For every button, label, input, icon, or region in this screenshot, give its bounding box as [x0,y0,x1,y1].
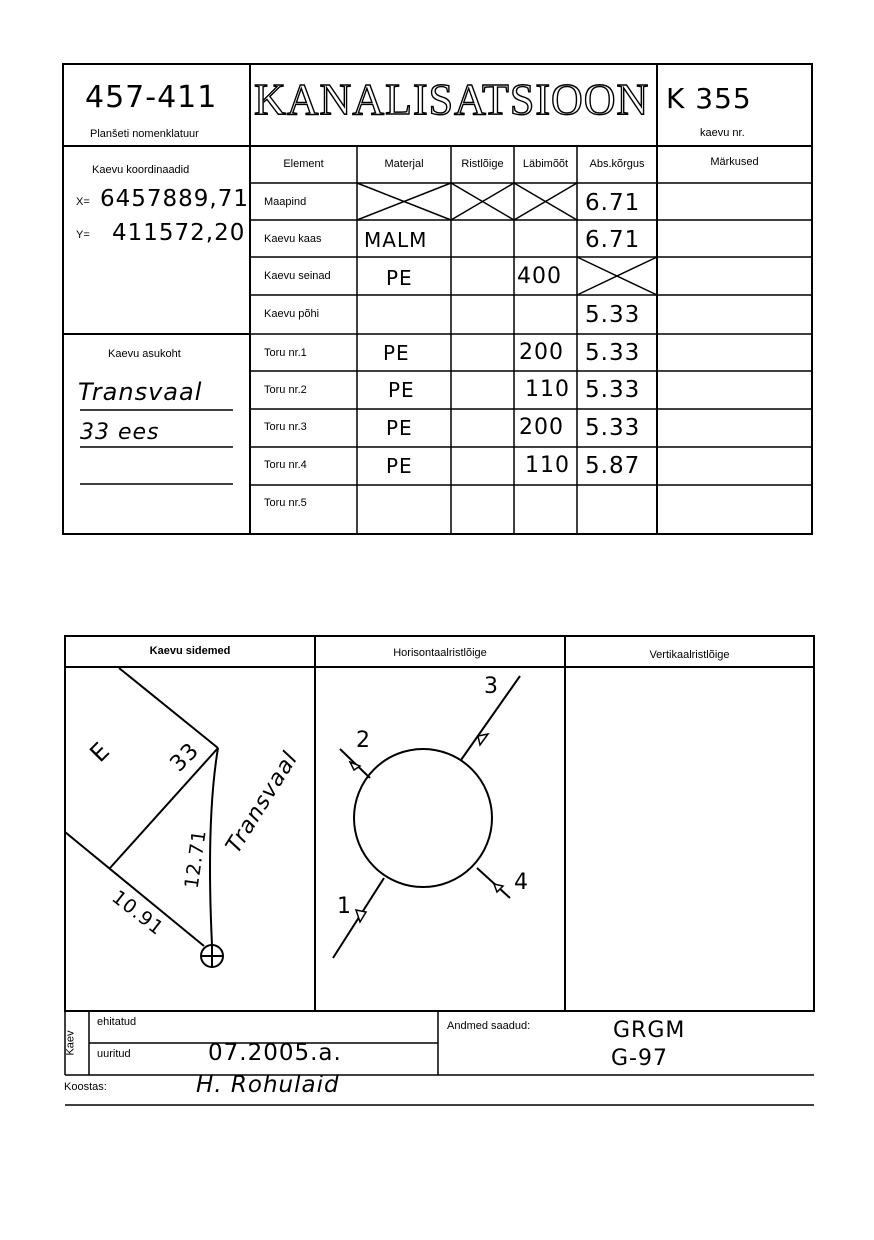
row-element: Maapind [264,196,307,208]
page-title: KANALISATSIOON [254,75,650,124]
cell-material: PE [386,454,413,478]
surveyed-label: uuritud [97,1048,131,1060]
row-element: Kaevu seinad [264,270,331,282]
header-notes: Märkused [710,156,759,168]
row-element: Toru nr.4 [264,459,307,471]
cell-diameter: 110 [525,453,570,478]
cell-diameter: 200 [519,340,564,365]
well-number-label: kaevu nr. [700,127,745,139]
header-cross-section: Ristlõige [461,158,504,170]
coordinates-label: Kaevu koordinaadid [92,164,190,176]
pipe-label-4: 4 [514,870,529,895]
sketch-label-33: 33 [165,738,205,777]
header-elevation: Abs.kõrgus [589,158,645,170]
data-source-line1: GRGM [613,1018,686,1043]
cell-diameter: 400 [517,264,562,289]
cell-elevation: 5.33 [585,415,641,441]
header-diameter: Läbimõõt [522,158,569,170]
sketch-col1-header: Kaevu sidemed [149,645,231,657]
row-element: Toru nr.5 [264,497,307,509]
location-label: Kaevu asukoht [108,348,181,360]
location-line2: 33 ees [80,420,160,445]
compiled-value: H. Rohulaid [196,1072,340,1098]
pipe-label-3: 3 [484,674,499,699]
nomenclature-label: Planšeti nomenklatuur [90,128,199,140]
header-material: Materjal [384,158,424,170]
cell-elevation: 5.33 [585,340,641,366]
cell-elevation: 6.71 [585,190,641,216]
coord-y-label: Y= [76,229,90,241]
cell-material: PE [386,266,413,290]
sketch-col3-header: Vertikaalristlõige [649,649,730,661]
row-element: Kaevu kaas [264,233,322,245]
row-element: Toru nr.3 [264,421,307,433]
sketch-col2-header: Horisontaalristlõige [393,647,487,659]
cell-diameter: 200 [519,415,564,440]
pipe-label-2: 2 [356,728,371,753]
cell-material: PE [388,378,415,402]
cell-elevation: 5.33 [585,377,641,403]
sketch-label-e: E [84,736,116,768]
coord-x-value: 6457889,71 [100,186,250,212]
cell-diameter: 110 [525,377,570,402]
surveyed-value: 07.2005.a. [208,1040,342,1066]
header-element: Element [283,158,324,170]
footer-side-label: Kaev [64,1030,77,1056]
sketch-dim-1: 12.71 [180,828,211,890]
row-element: Kaevu põhi [264,308,320,320]
cell-material: MALM [364,228,428,252]
cell-elevation: 5.87 [585,453,641,479]
data-source-line2: G-97 [611,1046,668,1071]
coord-x-label: X= [76,196,90,208]
coord-y-value: 411572,20 [112,220,246,246]
cell-elevation: 6.71 [585,227,641,253]
location-line1: Transvaal [78,378,203,406]
data-source-label: Andmed saadud: [447,1020,531,1032]
sketch-dim-2: 10.91 [107,886,168,940]
compiled-label: Koostas: [64,1081,107,1093]
cell-elevation: 5.33 [585,302,641,328]
row-element: Toru nr.1 [264,347,307,359]
cell-material: PE [386,416,413,440]
row-element: Toru nr.2 [264,384,307,396]
nomenclature-value: 457-411 [85,80,218,115]
cell-material: PE [383,341,410,365]
built-label: ehitatud [97,1016,137,1028]
pipe-label-1: 1 [337,894,352,919]
sketch-street-label: Transvaal [221,747,304,858]
well-number-value: K 355 [666,82,752,115]
